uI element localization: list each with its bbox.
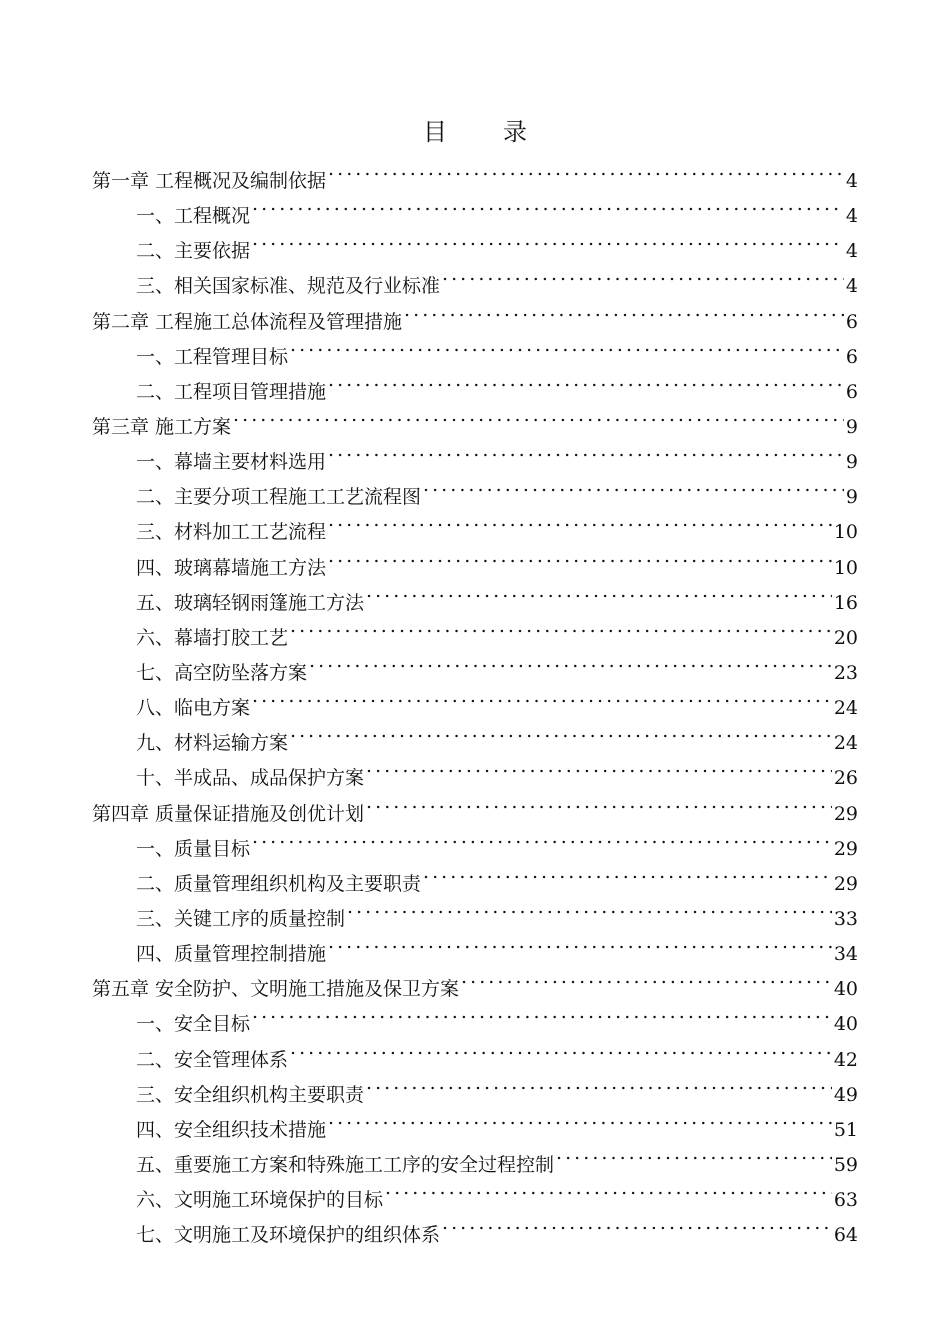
toc-entry-page-number: 9 (845, 415, 858, 438)
toc-chapter-entry[interactable] (92, 152, 858, 192)
toc-entry-label: 三、关键工序的质量控制 (136, 907, 346, 930)
toc-dot-leader (290, 609, 832, 644)
toc-entry-label: 一、幕墙主要材料选用 (136, 451, 327, 474)
toc-entry-label: 三、材料加工工艺流程 (136, 521, 327, 544)
toc-dot-leader (366, 749, 832, 784)
toc-dot-leader (366, 785, 832, 820)
toc-entry-page-number: 64 (833, 1224, 858, 1247)
toc-dot-leader (290, 328, 844, 363)
toc-entry-page-number: 4 (845, 205, 858, 228)
toc-entry-label: 七、文明施工及环境保护的组织体系 (136, 1224, 441, 1247)
toc-entry-page-number: 29 (833, 872, 858, 895)
toc-dot-leader (252, 820, 832, 855)
toc-dot-leader (328, 925, 832, 960)
toc-dot-leader (461, 960, 832, 995)
toc-entry-page-number: 34 (833, 943, 858, 966)
toc-dot-leader (423, 855, 832, 890)
toc-dot-leader (423, 468, 844, 503)
toc-list (92, 152, 858, 1247)
toc-dot-leader (347, 890, 832, 925)
toc-entry-page-number: 59 (833, 1153, 858, 1176)
toc-dot-leader (328, 152, 844, 187)
toc-entry-label: 一、质量目标 (136, 837, 251, 860)
toc-dot-leader (252, 995, 832, 1030)
toc-dot-leader (233, 398, 844, 433)
toc-entry-label: 第一章 工程概况及编制依据 (92, 170, 327, 192)
toc-entry-label: 第四章 质量保证措施及创优计划 (92, 802, 365, 825)
toc-entry-label: 四、质量管理控制措施 (136, 943, 327, 966)
toc-entry-label: 十、半成品、成品保护方案 (136, 767, 365, 790)
toc-entry-label: 九、材料运输方案 (136, 732, 289, 755)
toc-entry-label: 四、安全组织技术措施 (136, 1118, 327, 1141)
toc-entry-label: 八、临电方案 (136, 697, 251, 720)
toc-entry-page-number: 40 (833, 978, 858, 1001)
toc-entry-page-number: 49 (833, 1083, 858, 1106)
toc-entry-page-number: 4 (845, 240, 858, 263)
toc-entry-page-number: 40 (833, 1013, 858, 1036)
toc-entry-label: 七、高空防坠落方案 (136, 661, 308, 684)
toc-dot-leader (252, 222, 844, 257)
toc-dot-leader (328, 503, 832, 538)
toc-dot-leader (328, 1101, 832, 1136)
toc-dot-leader (404, 293, 844, 328)
toc-entry-label: 一、安全目标 (136, 1013, 251, 1036)
toc-title (0, 112, 950, 152)
toc-dot-leader (442, 257, 844, 292)
toc-entry-page-number: 20 (833, 626, 858, 649)
toc-dot-leader (366, 1066, 832, 1101)
toc-entry-label: 五、玻璃轻钢雨篷施工方法 (136, 591, 365, 614)
toc-dot-leader (252, 187, 844, 222)
toc-entry-label: 第五章 安全防护、文明施工措施及保卫方案 (92, 978, 460, 1001)
toc-title-part2: 录 (503, 118, 527, 146)
toc-entry-page-number: 24 (833, 732, 858, 755)
toc-entry-page-number: 33 (833, 907, 858, 930)
toc-entry-label: 三、相关国家标准、规范及行业标准 (136, 275, 441, 298)
toc-entry-label: 四、玻璃幕墙施工方法 (136, 556, 327, 579)
toc-entry-label: 二、主要依据 (136, 240, 251, 263)
toc-entry-label: 二、主要分项工程施工工艺流程图 (136, 486, 422, 509)
toc-entry-page-number: 42 (833, 1048, 858, 1071)
toc-entry-page-number: 51 (833, 1118, 858, 1141)
toc-entry-label: 五、重要施工方案和特殊施工工序的安全过程控制 (136, 1153, 555, 1176)
toc-entry-label: 二、安全管理体系 (136, 1048, 289, 1071)
toc-dot-leader (309, 644, 832, 679)
toc-entry-page-number: 6 (845, 310, 858, 333)
toc-title-part1: 目 (423, 118, 447, 146)
toc-entry-page-number: 23 (833, 661, 858, 684)
toc-entry-label: 三、安全组织机构主要职责 (136, 1083, 365, 1106)
toc-entry-label: 一、工程管理目标 (136, 345, 289, 368)
toc-dot-leader (290, 714, 832, 749)
toc-entry-page-number: 10 (833, 521, 858, 544)
toc-dot-leader (366, 574, 832, 609)
toc-entry-page-number: 4 (845, 170, 858, 192)
toc-dot-leader (328, 433, 844, 468)
toc-entry-page-number: 6 (845, 345, 858, 368)
toc-dot-leader (385, 1171, 832, 1206)
toc-entry-label: 二、质量管理组织机构及主要职责 (136, 872, 422, 895)
toc-entry-page-number: 10 (833, 556, 858, 579)
toc-entry-page-number: 29 (833, 837, 858, 860)
toc-dot-leader (252, 679, 832, 714)
toc-entry-page-number: 9 (845, 486, 858, 509)
toc-entry-page-number: 4 (845, 275, 858, 298)
toc-entry-label: 六、幕墙打胶工艺 (136, 626, 289, 649)
toc-dot-leader (442, 1206, 832, 1241)
toc-entry-label: 一、工程概况 (136, 205, 251, 228)
toc-entry-page-number: 9 (845, 451, 858, 474)
toc-dot-leader (290, 1031, 832, 1066)
toc-entry-page-number: 16 (833, 591, 858, 614)
toc-entry-label: 六、文明施工环境保护的目标 (136, 1189, 384, 1212)
toc-entry-page-number: 6 (845, 380, 858, 403)
toc-entry-page-number: 26 (833, 767, 858, 790)
toc-dot-leader (328, 363, 844, 398)
toc-entry-page-number: 29 (833, 802, 858, 825)
toc-entry-label: 第三章 施工方案 (92, 415, 232, 438)
toc-dot-leader (556, 1136, 832, 1171)
toc-entry-label: 二、工程项目管理措施 (136, 380, 327, 403)
toc-entry-page-number: 63 (833, 1189, 858, 1212)
toc-dot-leader (328, 539, 832, 574)
toc-entry-label: 第二章 工程施工总体流程及管理措施 (92, 310, 403, 333)
toc-entry-page-number: 24 (833, 697, 858, 720)
